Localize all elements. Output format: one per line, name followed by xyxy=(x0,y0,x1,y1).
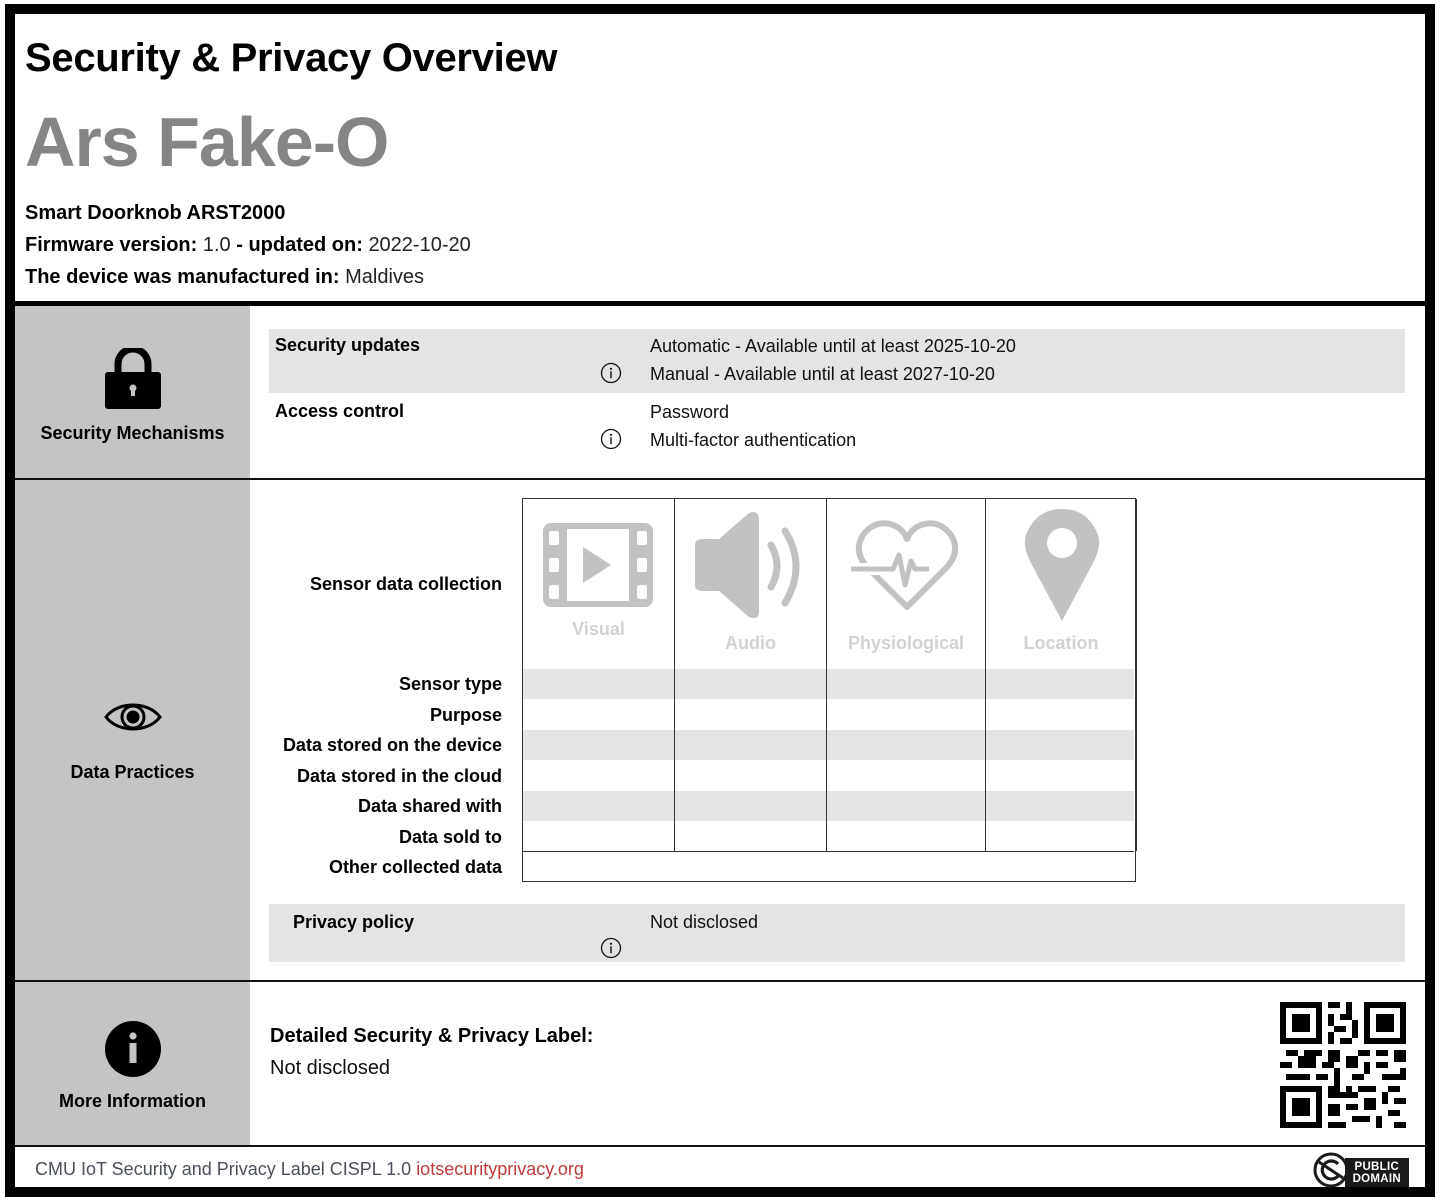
more-info-section xyxy=(15,982,1425,1145)
access-control-row xyxy=(269,395,1405,459)
security-update-manual: Manual - Available until at least 2027-10-20 xyxy=(650,364,995,384)
footer-text xyxy=(35,1159,584,1180)
updated-label: - updated on: xyxy=(236,234,363,256)
data-practices-section xyxy=(15,480,1425,980)
security-section xyxy=(15,306,1425,478)
privacy-policy-value: Not disclosed xyxy=(650,912,759,932)
manufactured-line xyxy=(25,266,424,289)
row-label-stored-cloud: Data stored in the cloud xyxy=(296,766,502,786)
sensor-row-labels xyxy=(269,480,502,900)
privacy-policy-row xyxy=(269,904,1405,962)
sensor-label-visual: Visual xyxy=(572,619,625,639)
page-title: Security & Privacy Overview xyxy=(25,36,558,80)
updated-value: 2022-10-20 xyxy=(368,234,471,256)
sensor-label-audio: Audio xyxy=(725,633,776,653)
security-updates-label: Security updates xyxy=(275,335,421,355)
device-name: Smart Doorknob ARST2000 xyxy=(25,202,286,224)
access-control-mfa: Multi-factor authentication xyxy=(650,430,857,450)
qr-code[interactable] xyxy=(1280,1002,1406,1133)
more-info-side-panel xyxy=(15,982,250,1145)
sensor-column-physiological xyxy=(827,499,986,851)
footer-label-name: CMU IoT Security and Privacy Label CISPL 1.0 xyxy=(35,1159,412,1179)
data-practices-caption: Data Practices xyxy=(70,762,195,782)
speaker-icon xyxy=(693,511,809,626)
row-label-stored-device: Data stored on the device xyxy=(282,735,502,755)
access-control-label: Access control xyxy=(275,401,405,421)
manufactured-label: The device was manufactured in: xyxy=(25,266,340,288)
sensor-label-location: Location xyxy=(1023,633,1099,653)
brand-name: Ars Fake-O xyxy=(25,103,389,181)
info-circle-icon[interactable] xyxy=(600,428,620,448)
public-domain-text xyxy=(1345,1158,1409,1187)
access-control-password: Password xyxy=(650,402,730,422)
info-circle-icon[interactable] xyxy=(600,937,620,957)
security-caption: Security Mechanisms xyxy=(40,423,225,443)
firmware-value: 1.0 xyxy=(202,234,231,256)
video-icon xyxy=(541,521,655,614)
public-domain-badge xyxy=(1313,1152,1409,1193)
detailed-label-value: Not disclosed xyxy=(270,1057,391,1079)
row-label-purpose: Purpose xyxy=(429,705,502,725)
location-pin-icon xyxy=(1022,507,1102,628)
heartbeat-icon xyxy=(849,519,965,616)
label-header xyxy=(15,14,1425,302)
sensor-column-location xyxy=(986,499,1137,851)
privacy-policy-label: Privacy policy xyxy=(293,912,415,932)
info-circle-icon[interactable] xyxy=(600,362,620,382)
badge-line-1: PUBLIC xyxy=(1354,1161,1400,1173)
security-updates-values xyxy=(650,332,1016,388)
security-privacy-label xyxy=(5,4,1435,1197)
row-label-other-data: Other collected data xyxy=(328,857,502,877)
other-collected-data-cell xyxy=(523,851,1134,881)
footer-link[interactable]: iotsecurityprivacy.org xyxy=(416,1159,584,1179)
security-side-panel xyxy=(15,306,250,478)
detailed-label-heading: Detailed Security & Privacy Label: xyxy=(270,1025,594,1047)
public-domain-icon xyxy=(1313,1152,1349,1193)
more-info-divider xyxy=(15,1145,1425,1147)
row-label-sensor-type: Sensor type xyxy=(398,674,502,694)
info-icon xyxy=(104,1020,162,1083)
access-control-values xyxy=(650,398,856,454)
label-footer xyxy=(15,1149,1425,1187)
row-label-shared-with: Data shared with xyxy=(357,796,502,816)
sensor-column-visual xyxy=(523,499,675,851)
sensor-data-collection-label: Sensor data collection xyxy=(309,574,502,594)
firmware-line xyxy=(25,234,471,257)
badge-line-2: DOMAIN xyxy=(1352,1173,1401,1185)
sensor-column-audio xyxy=(675,499,827,851)
row-label-sold-to: Data sold to xyxy=(398,827,502,847)
eye-icon xyxy=(104,698,162,741)
data-practices-side-panel xyxy=(15,480,250,980)
more-info-caption: More Information xyxy=(59,1091,206,1111)
security-update-automatic: Automatic - Available until at least 2025-10-20 xyxy=(650,336,1016,356)
lock-icon xyxy=(104,348,162,415)
manufactured-value: Maldives xyxy=(345,266,425,288)
sensor-grid xyxy=(522,498,1136,882)
sensor-label-physiological: Physiological xyxy=(847,633,965,653)
firmware-label: Firmware version: xyxy=(25,234,198,256)
security-updates-row xyxy=(269,329,1405,393)
